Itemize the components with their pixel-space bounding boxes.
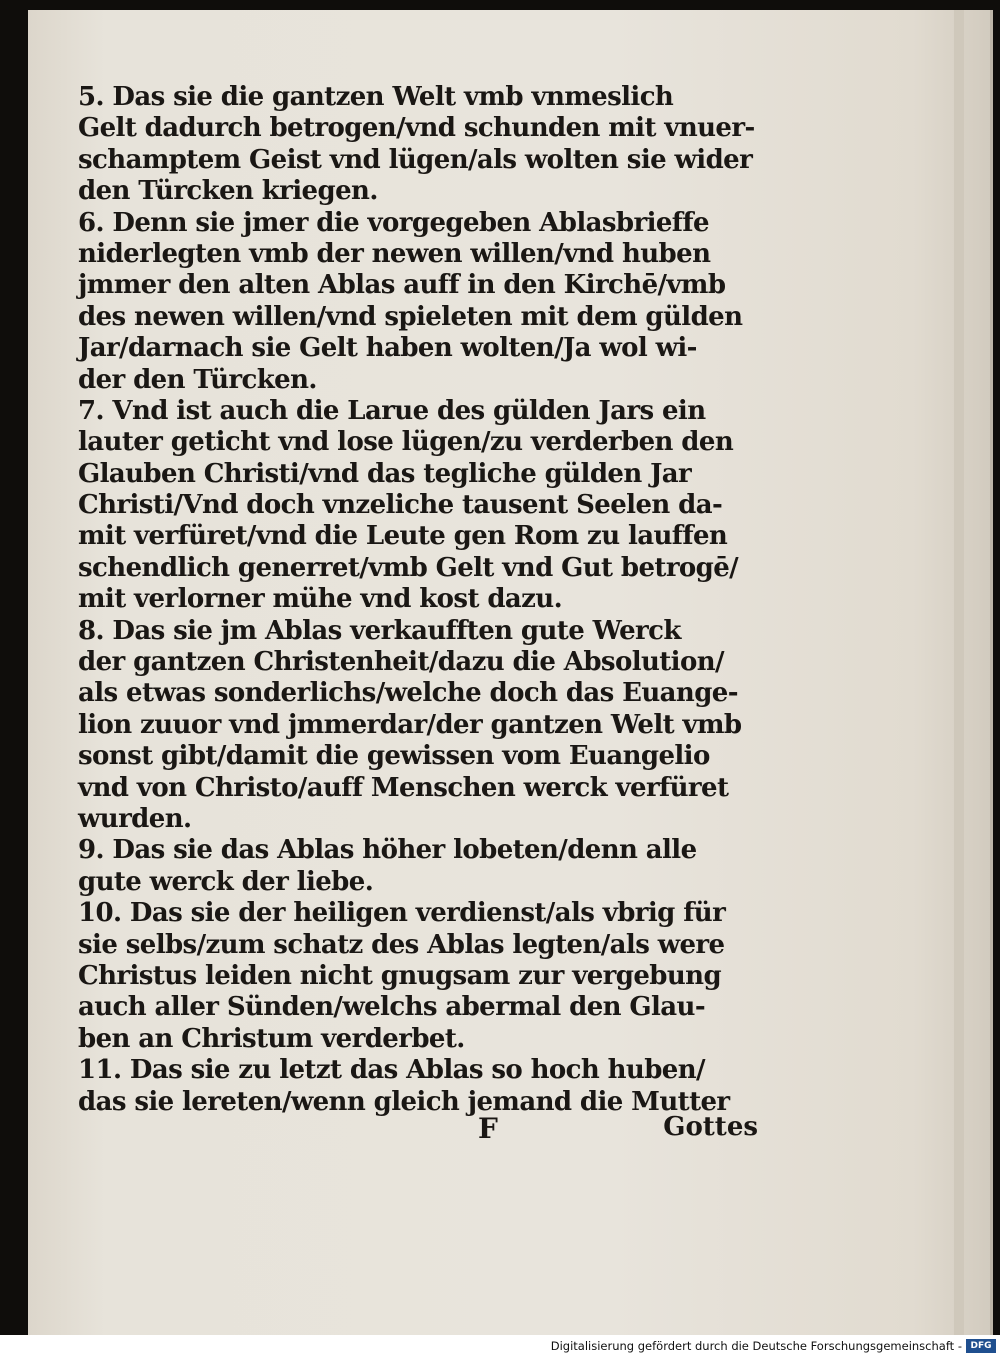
text-line: Glauben Christi/vnd das tegliche gülden Jar: [78, 458, 692, 489]
page-edge: [954, 10, 964, 1335]
text-line: 10. Das sie der heiligen verdienst/als vbrig für: [78, 898, 726, 929]
text-line: 11. Das sie zu letzt das Ablas so hoch huben/: [78, 1055, 705, 1086]
text-line: jmmer den alten Ablas auff in den Kirchē/vmb: [78, 270, 726, 301]
text-line: als etwas sonderlichs/welche doch das Euange-: [78, 678, 738, 709]
text-line: vnd von Christo/auff Menschen werck verfüret: [78, 772, 729, 803]
text-line: mit verfüret/vnd die Leute gen Rom zu lauffen: [78, 521, 728, 552]
text-line: des newen willen/vnd spieleten mit dem gülden: [78, 301, 743, 332]
text-line: lauter geticht vnd lose lügen/zu verderben den: [78, 427, 734, 458]
text-line: schendlich generret/vmb Gelt vnd Gut betrogē/: [78, 552, 739, 583]
text-line: 9. Das sie das Ablas höher lobeten/denn alle: [78, 835, 697, 866]
dfg-logo: DFG: [966, 1339, 996, 1353]
text-line: der gantzen Christenheit/dazu die Absolution/: [78, 647, 724, 678]
text-line: 8. Das sie jm Ablas verkaufften gute Werck: [78, 615, 681, 646]
catchword: Gottes: [663, 1112, 758, 1142]
text-line: sonst gibt/damit die gewissen vom Euangelio: [78, 741, 710, 772]
page-text: [78, 82, 768, 1118]
text-line: sie selbs/zum schatz des Ablas legten/als were: [78, 929, 725, 960]
text-line: wurden.: [78, 803, 192, 834]
text-line: mit verlorner mühe vnd kost dazu.: [78, 584, 563, 615]
text-line: das sie lereten/wenn gleich jemand die Mutter: [78, 1086, 730, 1117]
text-line: 6. Denn sie jmer die vorgegeben Ablasbrieffe: [78, 207, 709, 238]
signature-mark: F: [478, 1112, 498, 1145]
text-line: den Türcken kriegen.: [78, 176, 378, 207]
digitization-credit: Digitalisierung gefördert durch die Deutsche Forschungsgemeinschaft -: [550, 1339, 962, 1353]
text-line: Christus leiden nicht gnugsam zur vergebung: [78, 960, 722, 991]
text-line: Christi/Vnd doch vnzeliche tausent Seelen da-: [78, 490, 723, 521]
text-line: der den Türcken.: [78, 364, 317, 395]
text-line: auch aller Sünden/welchs abermal den Glau-: [78, 992, 706, 1023]
text-line: niderlegten vmb der newen willen/vnd huben: [78, 238, 711, 269]
text-line: 5. Das sie die gantzen Welt vmb vnmeslich: [78, 82, 674, 112]
text-line: Jar/darnach sie Gelt haben wolten/Ja wol wi-: [78, 333, 697, 364]
text-line: ben an Christum verderbet.: [78, 1023, 465, 1054]
page-footer: [78, 1112, 768, 1146]
text-line: lion zuuor vnd jmmerdar/der gantzen Welt vmb: [78, 709, 742, 740]
text-line: Gelt dadurch betrogen/vnd schunden mit vnuer-: [78, 113, 755, 144]
text-line: schamptem Geist vnd lügen/als wolten sie wider: [78, 144, 753, 175]
text-line: 7. Vnd ist auch die Larue des gülden Jars ein: [78, 395, 706, 426]
text-line: gute werck der liebe.: [78, 866, 374, 897]
